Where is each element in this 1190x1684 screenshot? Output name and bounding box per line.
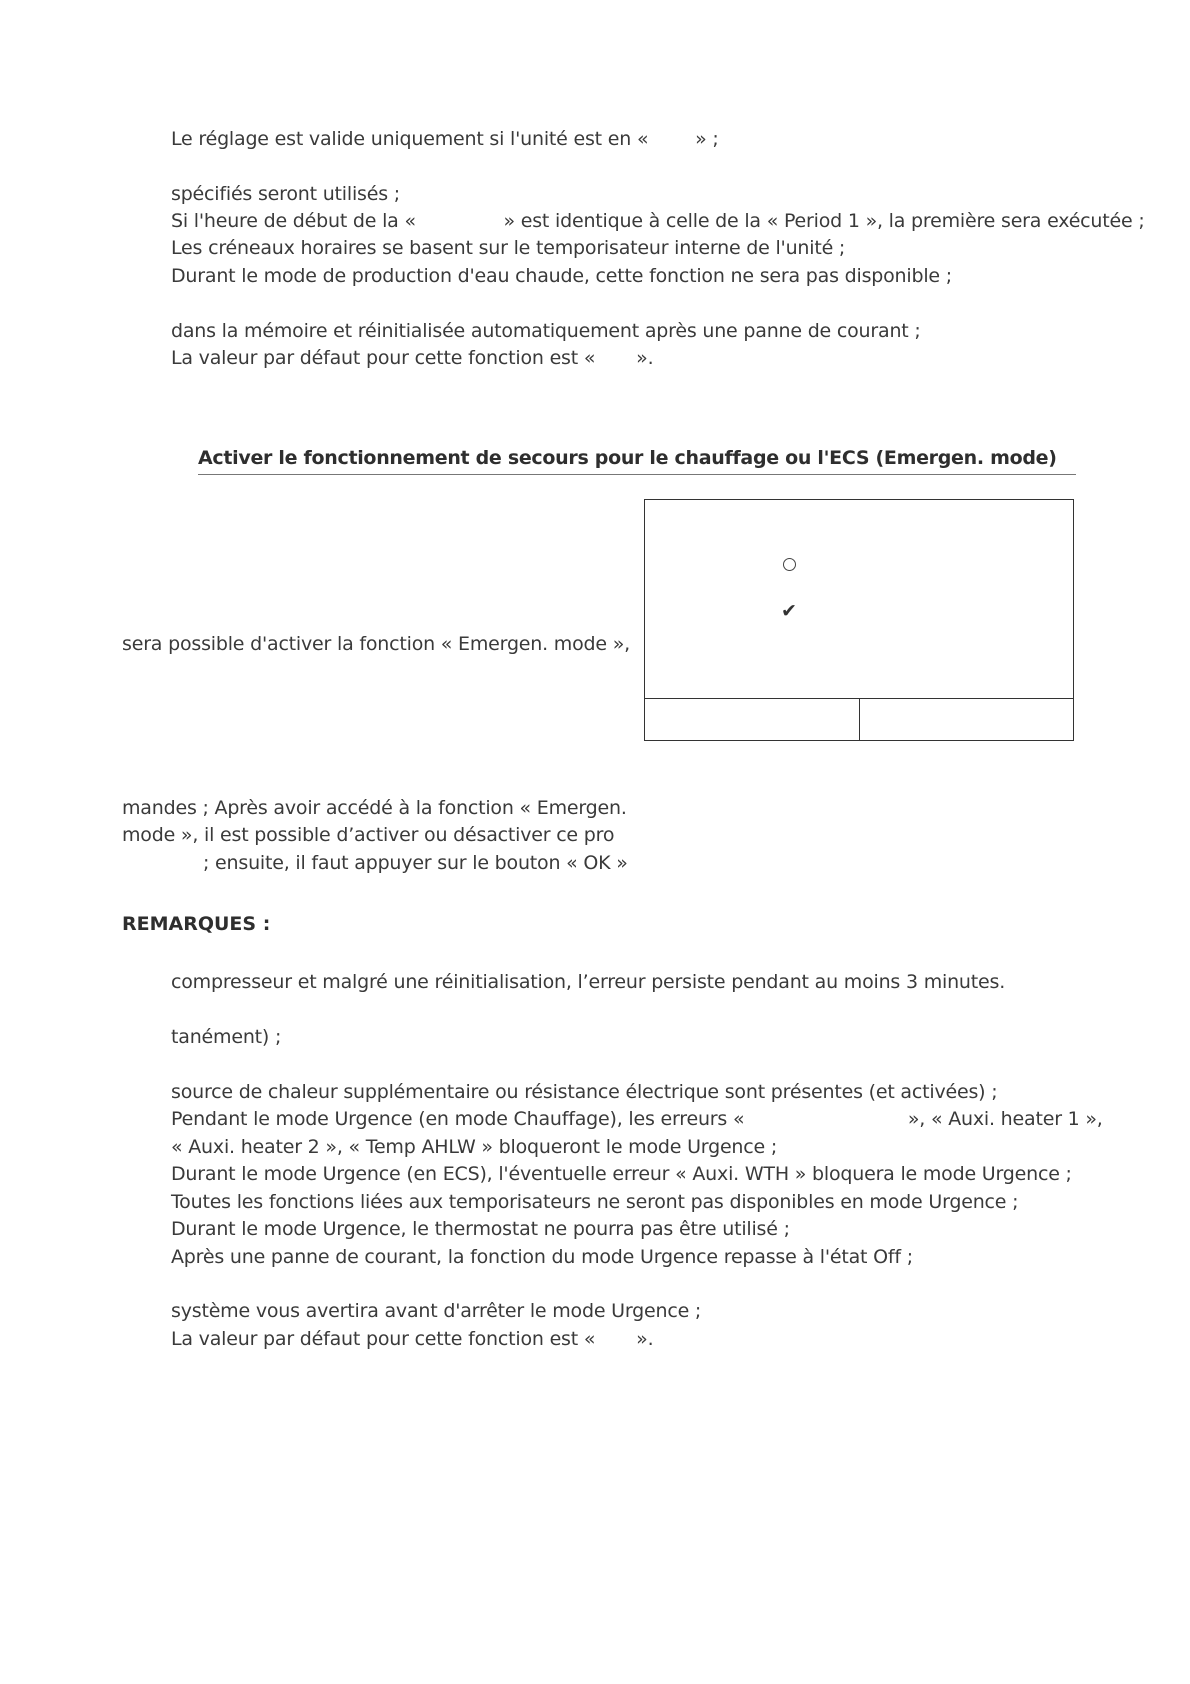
text-line: « Auxi. heater 2 », « Temp AHLW » bloqueront le mode Urgence ; [171, 1136, 778, 1158]
text-line: dans la mémoire et réinitialisée automatiquement après une panne de courant ; [171, 320, 921, 342]
text-line: Si l'heure de début de la « » est identique à celle de la « Period 1 », la première sera exécutée ; [171, 210, 1145, 232]
text-line: tanément) ; [171, 1026, 282, 1048]
text-line: sera possible d'activer la fonction « Emergen. mode », [122, 633, 630, 655]
text-line: compresseur et malgré une réinitialisation, l’erreur persiste pendant au moins 3 minutes. [171, 971, 1006, 993]
panel-footer-left-button [645, 699, 859, 740]
section-heading: Activer le fonctionnement de secours pour le chauffage ou l'ECS (Emergen. mode) [198, 446, 1076, 475]
text-line: La valeur par défaut pour cette fonction est « ». [171, 1328, 654, 1350]
text-line: Le réglage est valide uniquement si l'unité est en « » ; [171, 128, 719, 150]
remarks-title: REMARQUES : [122, 913, 271, 935]
text-line: ; ensuite, il faut appuyer sur le bouton « OK » [203, 852, 628, 874]
checkmark-icon: ✔ [781, 600, 797, 622]
text-line: mode », il est possible d’activer ou désactiver ce pro [122, 824, 615, 846]
text-line: Pendant le mode Urgence (en mode Chauffage), les erreurs « », « Auxi. heater 1 », [171, 1108, 1103, 1130]
text-line: mandes ; Après avoir accédé à la fonction « Emergen. [122, 797, 627, 819]
text-line: Toutes les fonctions liées aux temporisateurs ne seront pas disponibles en mode Urgence ; [171, 1191, 1019, 1213]
text-line: Les créneaux horaires se basent sur le temporisateur interne de l'unité ; [171, 237, 846, 259]
text-line: source de chaleur supplémentaire ou résistance électrique sont présentes (et activées) ; [171, 1081, 998, 1103]
text-line: Durant le mode Urgence (en ECS), l'éventuelle erreur « Auxi. WTH » bloquera le mode Urgence ; [171, 1163, 1072, 1185]
text-line: Durant le mode de production d'eau chaude, cette fonction ne sera pas disponible ; [171, 265, 952, 287]
text-line: Durant le mode Urgence, le thermostat ne pourra pas être utilisé ; [171, 1218, 790, 1240]
text-line: spécifiés seront utilisés ; [171, 183, 400, 205]
text-line: Après une panne de courant, la fonction du mode Urgence repasse à l'état Off ; [171, 1246, 913, 1268]
screen-panel [644, 499, 1074, 741]
panel-footer [645, 698, 1073, 740]
text-line: La valeur par défaut pour cette fonction est « ». [171, 347, 654, 369]
text-line: système vous avertira avant d'arrêter le mode Urgence ; [171, 1300, 702, 1322]
panel-footer-right-button [859, 699, 1074, 740]
radio-empty-icon [783, 558, 796, 571]
